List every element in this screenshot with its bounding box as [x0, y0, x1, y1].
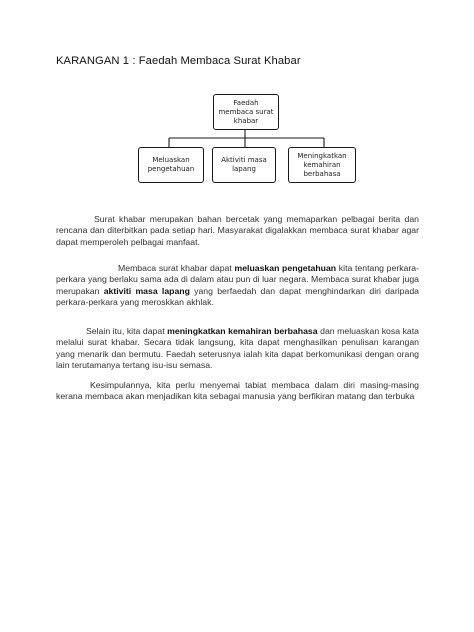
- mind-map-diagram: [130, 92, 360, 192]
- paragraph-text-run: dan meluaskan kosa kata melalui surat khabar. Secara tidak langsung, kita dapat menghasilkan penulisan karangan yang menarik dan bermutu. Faedah seterusnya ialah kita dapat berkomunikasi dengan orang lain terutamanya tertang isu-isu semasa.: [56, 326, 420, 371]
- paragraph-1: [56, 214, 419, 248]
- paragraph-1-text: Surat khabar merupakan bahan bercetak yang memaparkan pelbagai berita dan rencana dan diterbitkan pada setiap hari. Masyarakat digalakkan membaca surat khabar agar dapat memperoleh pelbagai manfaat.: [56, 214, 419, 247]
- paragraph-text-run: Selain itu, kita dapat: [86, 326, 168, 336]
- paragraph-text-run: kita tentang perkara-perkara yang berlaku sama ada di dalam atau pun di luar negara. Membaca surat khabar juga merupakan: [56, 263, 419, 296]
- paragraph-3-text: [56, 326, 419, 372]
- mind-map-center-node: [213, 94, 279, 130]
- paragraph-4-text: Kesimpulannya, kita perlu menyemai tabiat membaca dalam diri masing-masing kerana membaca akan menjadikan kita sebagai manusia yang berfikiran matang dan terbuka: [56, 380, 419, 402]
- highlighted-term: aktiviti masa lapang: [103, 285, 190, 296]
- highlighted-term: meluaskan pengetahuan: [234, 263, 337, 273]
- highlighted-term: meningkatkan kemahiran berbahasa: [167, 326, 318, 336]
- document-title: KARANGAN 1 : Faedah Membaca Surat Khabar: [56, 55, 301, 67]
- paragraph-4: [56, 380, 419, 403]
- paragraph-text-run: Membaca surat khabar dapat: [118, 263, 235, 273]
- branch-node-label: Meningkatkan kemahiran berbahasa: [297, 151, 347, 178]
- paragraph-2: [56, 263, 419, 309]
- paragraph-2-text: [56, 263, 419, 309]
- center-node-label: Faedah membaca surat khabar: [218, 98, 274, 125]
- mind-map-branch-node: [138, 147, 204, 183]
- branch-node-label: Meluaskan pengetahuan: [147, 156, 195, 173]
- paragraph-text-run: yang berfaedah dan dapat menghindarkan diri daripada perkara-perkara yang meroskkan akhlak.: [56, 285, 419, 308]
- mind-map-branch-node: [212, 147, 276, 183]
- paragraph-3: [56, 326, 419, 372]
- branch-node-label: Aktiviti masa lapang: [221, 156, 267, 173]
- mind-map-branch-node: [288, 147, 356, 183]
